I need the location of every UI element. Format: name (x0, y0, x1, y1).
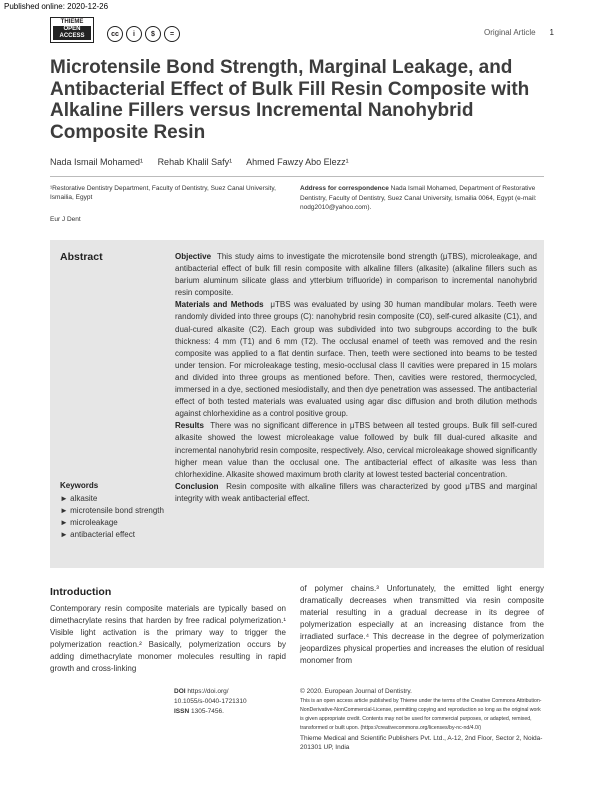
objective-label: Objective (175, 252, 212, 261)
methods-label: Materials and Methods (175, 300, 264, 310)
logo-line-1: THIEME (60, 19, 84, 25)
thieme-open-access-logo (50, 17, 94, 43)
results-label: Results (175, 421, 204, 431)
doi-value: 10.1055/s-0040-1721310 (174, 698, 247, 705)
keyword-item: ► alkasite (60, 494, 98, 504)
divider (50, 176, 544, 177)
creative-commons-icons (107, 26, 180, 42)
abstract-box (50, 240, 544, 568)
keyword-item: ► microleakage (60, 518, 118, 528)
abstract-heading: Abstract (60, 251, 103, 263)
results-text: There was no significant difference in μTBS between all tested groups. Bulk fill self-cured alkasite showed the lowest microleakage value followed by bulk fill dual-cured alkasite and incremental nanohybrid resin composite, respectively. Also, cervical microleakage showed significantly higher mean value than the occlusal one. The antibacterial effect of alkasite was less than chlorhexidine. Alkasite showed maximum broth clarity at lowest tested bacterial concentration. (175, 421, 538, 479)
abstract-text (175, 251, 537, 505)
keywords (60, 480, 170, 541)
published-online-date: Published online: 2020-12-26 (4, 2, 109, 11)
cc-icon: cc (107, 26, 123, 42)
author-2: Rehab Khalil Safy¹ (157, 157, 233, 167)
publisher-info: Thieme Medical and Scientific Publishers Pvt. Ltd., A-12, 2nd Floor, Sector 2, Noida-201301 UP, India (300, 734, 543, 751)
page-number: 1 (549, 28, 554, 37)
introduction-left-column: Contemporary resin composite materials are typically based on dimethacrylate resins that harden by free radical polymerization.¹ Visible light activation is the primary way to trigger the polymerization reaction.² Basically, polymerization occurs by adding dimethacrylate monomer molecules resulting in rapid growth and cross-linking (50, 604, 286, 673)
logo-line-2: OPEN (53, 26, 91, 33)
running-header (484, 28, 554, 37)
doi-label: DOI (174, 688, 186, 695)
correspondence-label: Address for correspondence (300, 185, 389, 192)
abstract-results (175, 420, 537, 480)
introduction-heading: Introduction (50, 586, 112, 598)
conclusion-text: Resin composite with alkaline fillers was characterized by good μTBS and marginal integrity with weak antibacterial effect. (175, 481, 537, 503)
correspondence-text: Nada Ismail Mohamed, Department of Restorative Dentistry, Faculty of Dentistry, Suez Canal University, Ismailia 0064, Egypt (e-mail: nodg2010@yahoo.com). (300, 185, 537, 211)
keywords-heading: Keywords (60, 481, 99, 490)
license-text: This is an open access article published by Thieme under the terms of the Creative Commons Attribution-NonDerivative-NonCommercial-License, permitting copying and reproduction so long as the original work is given appropriate credit. Contents may not be used for commercial purposes, or adapted, remixed, transformed or built upon. (https://creativecommons.org/licenses/by-nc-nd/4.0/) (300, 697, 542, 731)
abstract-objective (175, 251, 537, 299)
doi-url[interactable]: https://doi.org/ (187, 688, 229, 695)
author-1: Nada Ismail Mohamed¹ (50, 157, 144, 167)
author-3: Ahmed Fawzy Abo Elezz¹ (246, 157, 349, 167)
logo-line-3: ACCESS (53, 33, 91, 40)
introduction-right-column: of polymer chains.³ Unfortunately, the emitted light energy dramatically decreases when transmitted via resin composite material resulting in a gradual decrease in its degree of polymerization especially at an increasing distance from the irradiated surface.⁴ This decrease in the degree of polymerization jeopardizes physical properties and increases the elution of residual monomer from (300, 584, 544, 665)
copyright-line: © 2020. European Journal of Dentistry. (300, 688, 412, 695)
conclusion-label: Conclusion (175, 481, 219, 491)
copyright-block (300, 687, 544, 753)
keyword-item: ► microtensile bond strength (60, 506, 164, 516)
article-title: Microtensile Bond Strength, Marginal Leakage, and Antibacterial Effect of Bulk Fill Resin Composite with Alkaline Fillers versus Incremental Nanohybrid Composite Resin (50, 57, 530, 143)
author-list (50, 157, 361, 167)
keyword-item: ► antibacterial effect (60, 530, 135, 540)
methods-text: μTBS was evaluated by using 30 human mandibular molars. Teeth were randomly divided into three groups (C): nanohybrid resin composite (C0), self-cured alkasite (C1), and dual-cured alkasite (C2). Each group was subdivided into two subgroups according to the bulk thickness: 4 mm (T1) and 6 mm (T2). The occlusal enamel of teeth was removed and the resin composite was applied to a flat dentin surface. Then, teeth were sectioned into beams to be tested under tension. For microleakage testing, mesio-occlusal class II cavities were prepared in 15 molars and divided into three groups as mentioned before. Then, cavities were restored, thermocycled, immersed in a dye, sectioned mesiodistally, and then dye penetration was assessed. The antibacterial effect of both tested materials was evaluated using agar disc diffusion and broth dilution methods against chlorhexidine as a control positive group. (175, 300, 537, 419)
issn-label: ISSN (174, 708, 190, 715)
correspondence (300, 184, 544, 213)
journal-short-name: Eur J Dent (50, 216, 81, 223)
cc-nc-icon: $ (145, 26, 161, 42)
objective-text: This study aims to investigate the microtensile bond strength (μTBS), microleakage, and antibacterial effect of bulk fill resin composite with alkaline fillers (alkasite) (alkaline fillers such as barium aluminum silicate glass and ytterbium trifluoride) in comparison to incremental nanohybrid resin composite. (175, 252, 537, 298)
doi-block (174, 687, 292, 717)
abstract-methods (175, 299, 537, 420)
article-type: Original Article (483, 28, 536, 37)
cc-by-icon: i (126, 26, 142, 42)
abstract-conclusion (175, 481, 537, 505)
issn-value: 1305-7456. (190, 708, 224, 715)
affiliation: ¹Restorative Dentistry Department, Faculty of Dentistry, Suez Canal University, Ismailia, Egypt (50, 185, 276, 201)
cc-nd-icon: = (164, 26, 180, 42)
